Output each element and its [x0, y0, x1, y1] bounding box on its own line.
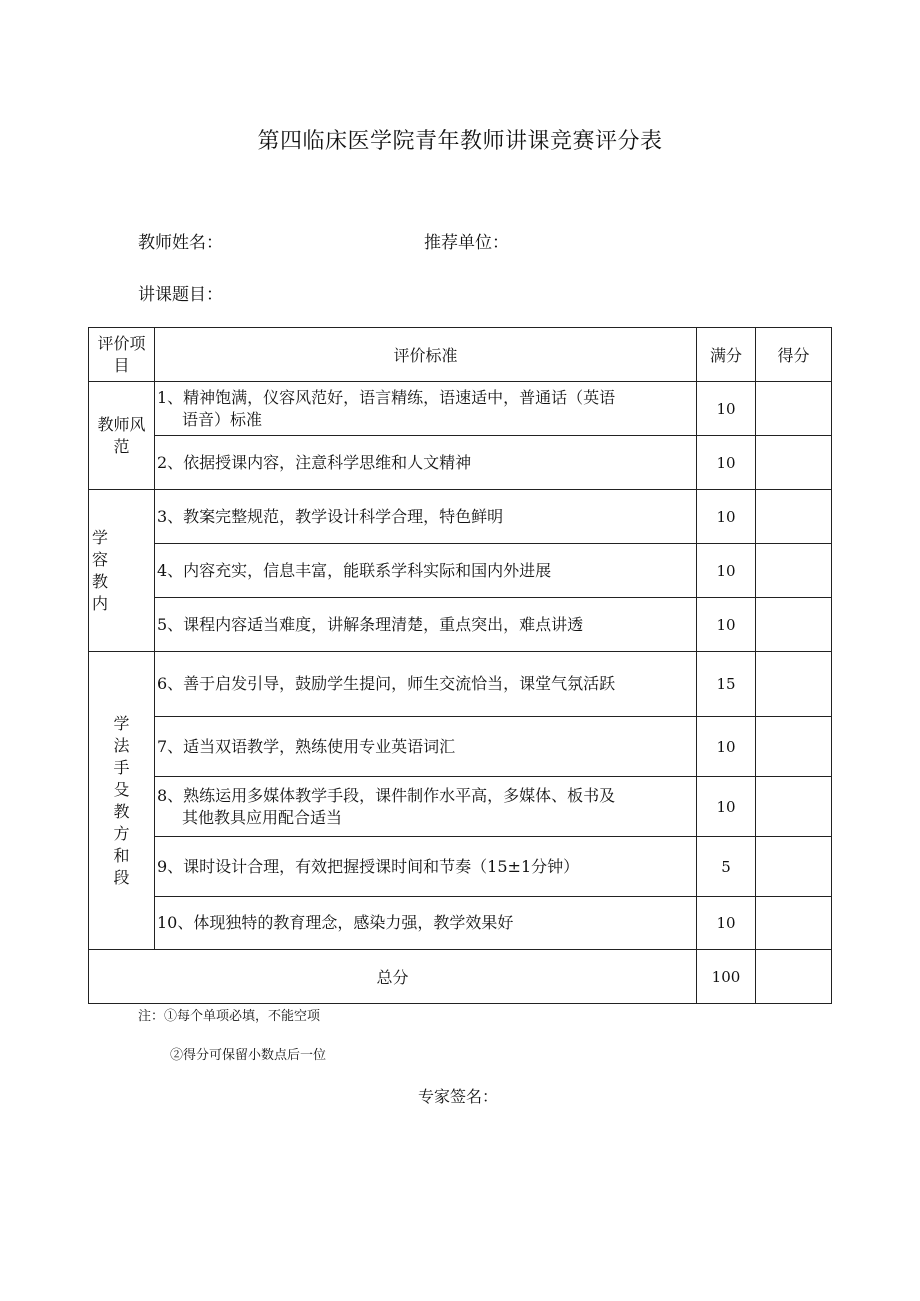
table-row: [89, 837, 832, 897]
table-row: [89, 490, 832, 544]
score-input-cell[interactable]: [756, 490, 832, 544]
score-input-cell[interactable]: [756, 717, 832, 777]
score-input-cell[interactable]: [756, 777, 832, 837]
header-criteria: 评价标准: [155, 328, 697, 382]
criterion-text: 7、适当双语教学，熟练使用专业英语词汇: [155, 717, 697, 777]
expert-signature: 专家签名：: [418, 1087, 499, 1106]
criterion-text: 8、熟练运用多媒体教学手段，课件制作水平高，多媒体、板书及 其他教具应用配合适当: [155, 777, 697, 837]
table-row: [89, 436, 832, 490]
table-row: [89, 652, 832, 717]
criterion-text: 6、善于启发引导，鼓励学生提问，师生交流恰当，课堂气氛活跃: [155, 652, 697, 717]
note-required: 注：①每个单项必填，不能空项: [138, 1009, 321, 1024]
criterion-text: 5、课程内容适当难度，讲解条理清楚，重点突出，难点讲透: [155, 598, 697, 652]
criterion-text: 10、体现独特的教育理念，感染力强，教学效果好: [155, 897, 697, 950]
score-input-cell[interactable]: [756, 837, 832, 897]
full-score-value: 10: [697, 382, 756, 436]
category-teaching-method: 学法手殳教方和段: [89, 652, 155, 950]
full-score-value: 15: [697, 652, 756, 717]
total-row: [89, 950, 832, 1004]
table-row: [89, 544, 832, 598]
score-input-cell[interactable]: [756, 598, 832, 652]
full-score-value: 10: [697, 436, 756, 490]
full-score-value: 10: [697, 544, 756, 598]
full-score-value: 10: [697, 777, 756, 837]
recommend-unit-field: 推荐单位：: [424, 233, 509, 253]
full-score-value: 5: [697, 837, 756, 897]
note-decimal: ②得分可保留小数点后一位: [170, 1048, 327, 1063]
header-score: 得分: [756, 328, 832, 382]
total-label: 总分: [89, 950, 697, 1004]
criterion-text: 9、课时设计合理，有效把握授课时间和节奏（15±1分钟）: [155, 837, 697, 897]
criterion-text: 1、精神饱满，仪容风范好，语言精练，语速适中，普通话（英语 语音）标准: [155, 382, 697, 436]
table-row: [89, 382, 832, 436]
criterion-text: 4、内容充实，信息丰富，能联系学科实际和国内外进展: [155, 544, 697, 598]
header-category: 评价项目: [89, 328, 155, 382]
score-input-cell[interactable]: [756, 544, 832, 598]
category-teacher-demeanor: 教师风范: [89, 382, 155, 490]
table-row: [89, 777, 832, 837]
category-teaching-content: 学容教内: [89, 490, 155, 652]
score-input-cell[interactable]: [756, 897, 832, 950]
score-input-cell[interactable]: [756, 382, 832, 436]
teacher-name-field: 教师姓名：: [138, 233, 223, 253]
total-value: 100: [697, 950, 756, 1004]
table-row: [89, 717, 832, 777]
criterion-text: 3、教案完整规范，教学设计科学合理，特色鲜明: [155, 490, 697, 544]
criterion-text: 2、依据授课内容，注意科学思维和人文精神: [155, 436, 697, 490]
page-title: 第四临床医学院青年教师讲课竞赛评分表: [257, 129, 663, 154]
full-score-value: 10: [697, 598, 756, 652]
total-score-input-cell[interactable]: [756, 950, 832, 1004]
header-row: [89, 328, 832, 382]
lecture-topic-field: 讲课题目：: [138, 285, 223, 305]
score-input-cell[interactable]: [756, 652, 832, 717]
score-input-cell[interactable]: [756, 436, 832, 490]
full-score-value: 10: [697, 897, 756, 950]
table-row: [89, 897, 832, 950]
table-row: [89, 598, 832, 652]
header-full-score: 满分: [697, 328, 756, 382]
full-score-value: 10: [697, 490, 756, 544]
score-table: [88, 327, 832, 1004]
full-score-value: 10: [697, 717, 756, 777]
